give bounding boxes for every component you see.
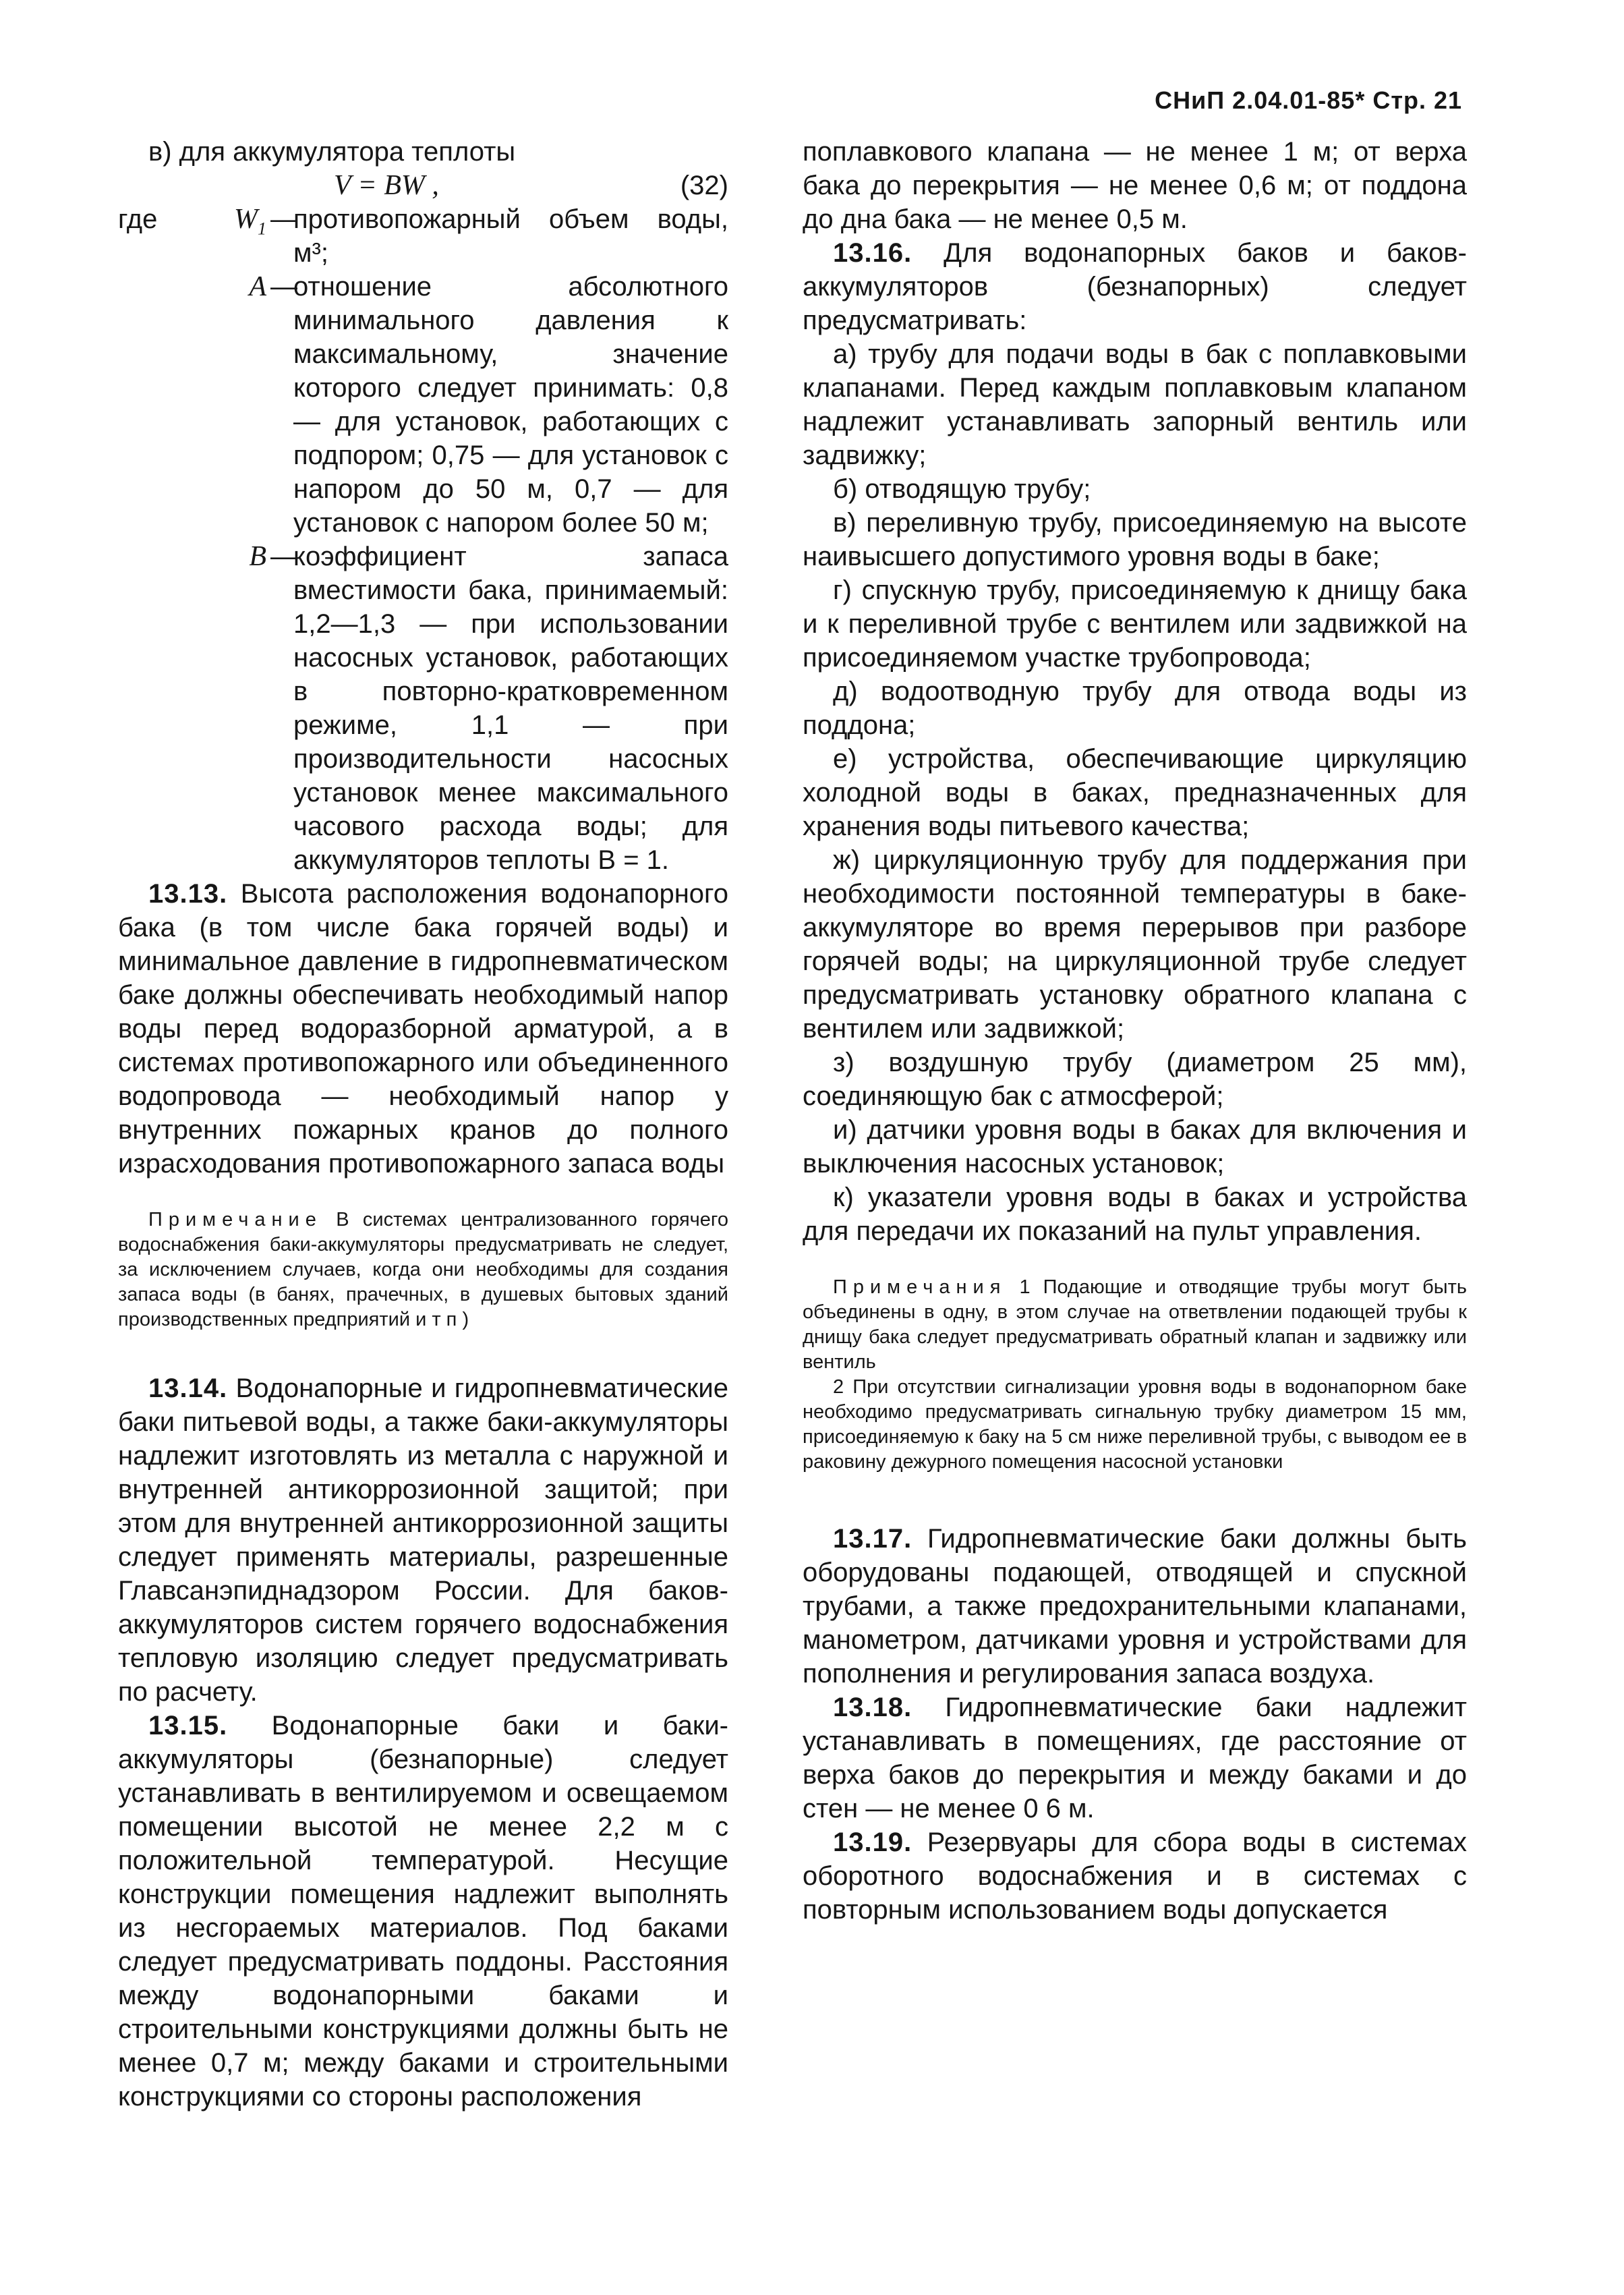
- paragraph-13-17: 13.17. Гидропневматические баки должны быть оборудованы подающей, отводящей и спускной трубами, а также предохранительными клапанами, манометром, датчиками уровня и устройствами для пополнения и регулирования запаса воздуха.: [803, 1524, 1467, 1689]
- definitions-list: [189, 202, 728, 877]
- paragraph-13-15: 13.15. Водонапорные баки и баки-аккумуляторы (безнапорные) следует устанавливать в вентилируемом и освещаемом помещении высотой не менее 2,2 м с положительной температурой. Несущие конструкции помещения надлежит выполнять из несгораемых материалов. Под баками следует предусматривать поддоны. Расстояния между водонапорными баками и строительными конструкциями должны быть не менее 0,7 м; между баками и строительными конструкциями со стороны расположения: [118, 1711, 728, 2112]
- page-header: СНиП 2.04.01-85* Стр. 21: [1155, 86, 1462, 114]
- symbol-w1: $W_1$: [234, 204, 266, 239]
- list-item-v: в) переливную трубу, присоединяемую на высоте наивысшего допустимого уровня воды в баке;: [803, 508, 1467, 571]
- formula: V = BW ,: [334, 170, 439, 201]
- symbol-a: A: [249, 271, 266, 302]
- definition-w1: $W_1$ — противопожарный объем воды, м³;: [189, 202, 728, 270]
- clause-number: 13.15.: [148, 1711, 228, 1740]
- formula-number: (32): [680, 171, 728, 200]
- list-item-a: а) трубу для подачи воды в бак с поплавковыми клапанами. Перед каждым поплавковым клапаном надлежит устанавливать запорный вентиль или задвижку;: [803, 339, 1467, 470]
- list-item-z: з) воздушную трубу (диаметром 25 мм), соединяющую бак с атмосферой;: [803, 1048, 1467, 1111]
- definition-text: коэффициент запаса вместимости бака, принимаемый: 1,2—1,3 — при использовании насосных установок, работающих в повторно-кратковременном режиме, 1,1 — при производительности насосных установок менее максимального часового расхода воды; для аккумуляторов теплоты B = 1.: [293, 542, 728, 875]
- notes-label: Примечания: [833, 1276, 1007, 1298]
- list-item-k: к) указатели уровня воды в баках и устройства для передачи их показаний на пульт управления.: [803, 1183, 1467, 1246]
- list-item-e: е) устройства, обеспечивающие циркуляцию холодной воды в баках, предназначенных для хранения воды питьевого качества;: [803, 744, 1467, 841]
- note-13-13: [118, 1208, 728, 1332]
- definition-a: A — отношение абсолютного минимального давления к максимальному, значение которого следует принимать: 0,8 — для установок, работающих с подпором; 0,75 — для установок с напором до 50 м, 0,7 — для установок с напором более 50 м;: [189, 270, 728, 540]
- list-item-d: д) водоотводную трубу для отвода воды из поддона;: [803, 677, 1467, 740]
- notes-13-16: [803, 1275, 1467, 1475]
- formula-intro: в) для аккумулятора теплоты: [148, 137, 516, 167]
- formula-row: [118, 169, 728, 202]
- paragraph-13-19: 13.19. Резервуары для сбора воды в системах оборотного водоснабжения и в системах с повторным использованием воды допускается: [803, 1828, 1467, 1925]
- right-column: [803, 135, 1467, 1927]
- note-2: 2 При отсутствии сигнализации уровня воды в водонапорном баке необходимо предусматривать сигнальную трубку диаметром 15 мм, присоединяемую к баку на 5 см ниже переливной трубы, с выводом ее в раковину дежурного помещения насосной установки: [803, 1376, 1467, 1473]
- clause-number: 13.14.: [148, 1373, 228, 1403]
- list-item-i: и) датчики уровня воды в баках для включения и выключения насосных установок;: [803, 1115, 1467, 1179]
- note-1: 1 Подающие и отводящие трубы могут быть объединены в одну, в этом случае на ответвлении подающей трубы к днищу бака следует предусматривать обратный клапан и задвижку или вентиль: [803, 1276, 1467, 1373]
- symbol-b: B: [249, 541, 266, 572]
- definition-text: отношение абсолютного минимального давления к максимальному, значение которого следует принимать: 0,8 — для установок, работающих с подпором; 0,75 — для установок с напором до 50 м, 0,7 — для установок с напором более 50 м;: [293, 272, 728, 538]
- definition-text: противопожарный объем воды, м³;: [293, 204, 728, 268]
- paragraph-continuation: поплавкового клапана — не менее 1 м; от верха бака до перекрытия — не менее 0,6 м; от поддона до дна бака — не менее 0,5 м.: [803, 137, 1467, 234]
- list-item-b: б) отводящую трубу;: [833, 474, 1091, 504]
- left-column: [118, 135, 728, 2114]
- paragraph-13-18: 13.18. Гидропневматические баки надлежит устанавливать в помещениях, где расстояние от верха баков до перекрытия и между баками и до стен — не менее 0 6 м.: [803, 1693, 1467, 1823]
- clause-number: 13.19.: [833, 1828, 912, 1857]
- where-word: где: [118, 204, 158, 234]
- list-item-zh: ж) циркуляционную трубу для поддержания при необходимости постоянной температуры в баке-аккумуляторе во время перерывов при разборе горячей воды; на циркуляционной трубе следует предусматривать установку обратного клапана с вентилем или задвижкой;: [803, 845, 1467, 1044]
- clause-number: 13.18.: [833, 1693, 912, 1722]
- paragraph-13-16: 13.16. Для водонапорных баков и баков-аккумуляторов (безнапорных) следует предусматривать:: [803, 238, 1467, 335]
- clause-number: 13.17.: [833, 1524, 912, 1554]
- note-label: Примечание: [148, 1209, 322, 1230]
- definition-b: B — коэффициент запаса вместимости бака, принимаемый: 1,2—1,3 — при использовании насосных установок, работающих в повторно-кратковременном режиме, 1,1 — при производительности насосных установок менее максимального часового расхода воды; для аккумуляторов теплоты B = 1.: [189, 540, 728, 877]
- paragraph-13-13: 13.13. Высота расположения водонапорного бака (в том числе бака горячей воды) и минимальное давление в гидропневматическом баке должны обеспечивать необходимый напор воды перед водоразборной арматурой, а в системах противопожарного или объединенного водопровода — необходимый напор у внутренних пожарных кранов до полного израсходования противопожарного запаса воды: [118, 879, 728, 1179]
- list-item-g: г) спускную трубу, присоединяемую к днищу бака и к переливной трубе с вентилем или задвижкой на присоединяемом участке трубопровода;: [803, 575, 1467, 673]
- note-text: В системах централизованного горячего водоснабжения баки-аккумуляторы предусматривать не следует, за исключением случаев, когда они необходимы для создания запаса воды (в банях, прачечных, в душевых бытовых зданий производственных предприятий и т п ): [118, 1209, 728, 1330]
- where-block: [118, 202, 728, 877]
- paragraph-13-14: 13.14. Водонапорные и гидропневматические баки питьевой воды, а также баки-аккумуляторы надлежит изготовлять из металла с наружной и внутренней антикоррозионной защитой; при этом для внутренней антикоррозионной защиты следует применять материалы, разрешенные Главсанэпиднадзором России. Для баков-аккумуляторов систем горячего водоснабжения тепловую изоляцию следует предусматривать по расчету.: [118, 1373, 728, 1707]
- clause-number: 13.13.: [148, 879, 228, 909]
- clause-number: 13.16.: [833, 238, 912, 268]
